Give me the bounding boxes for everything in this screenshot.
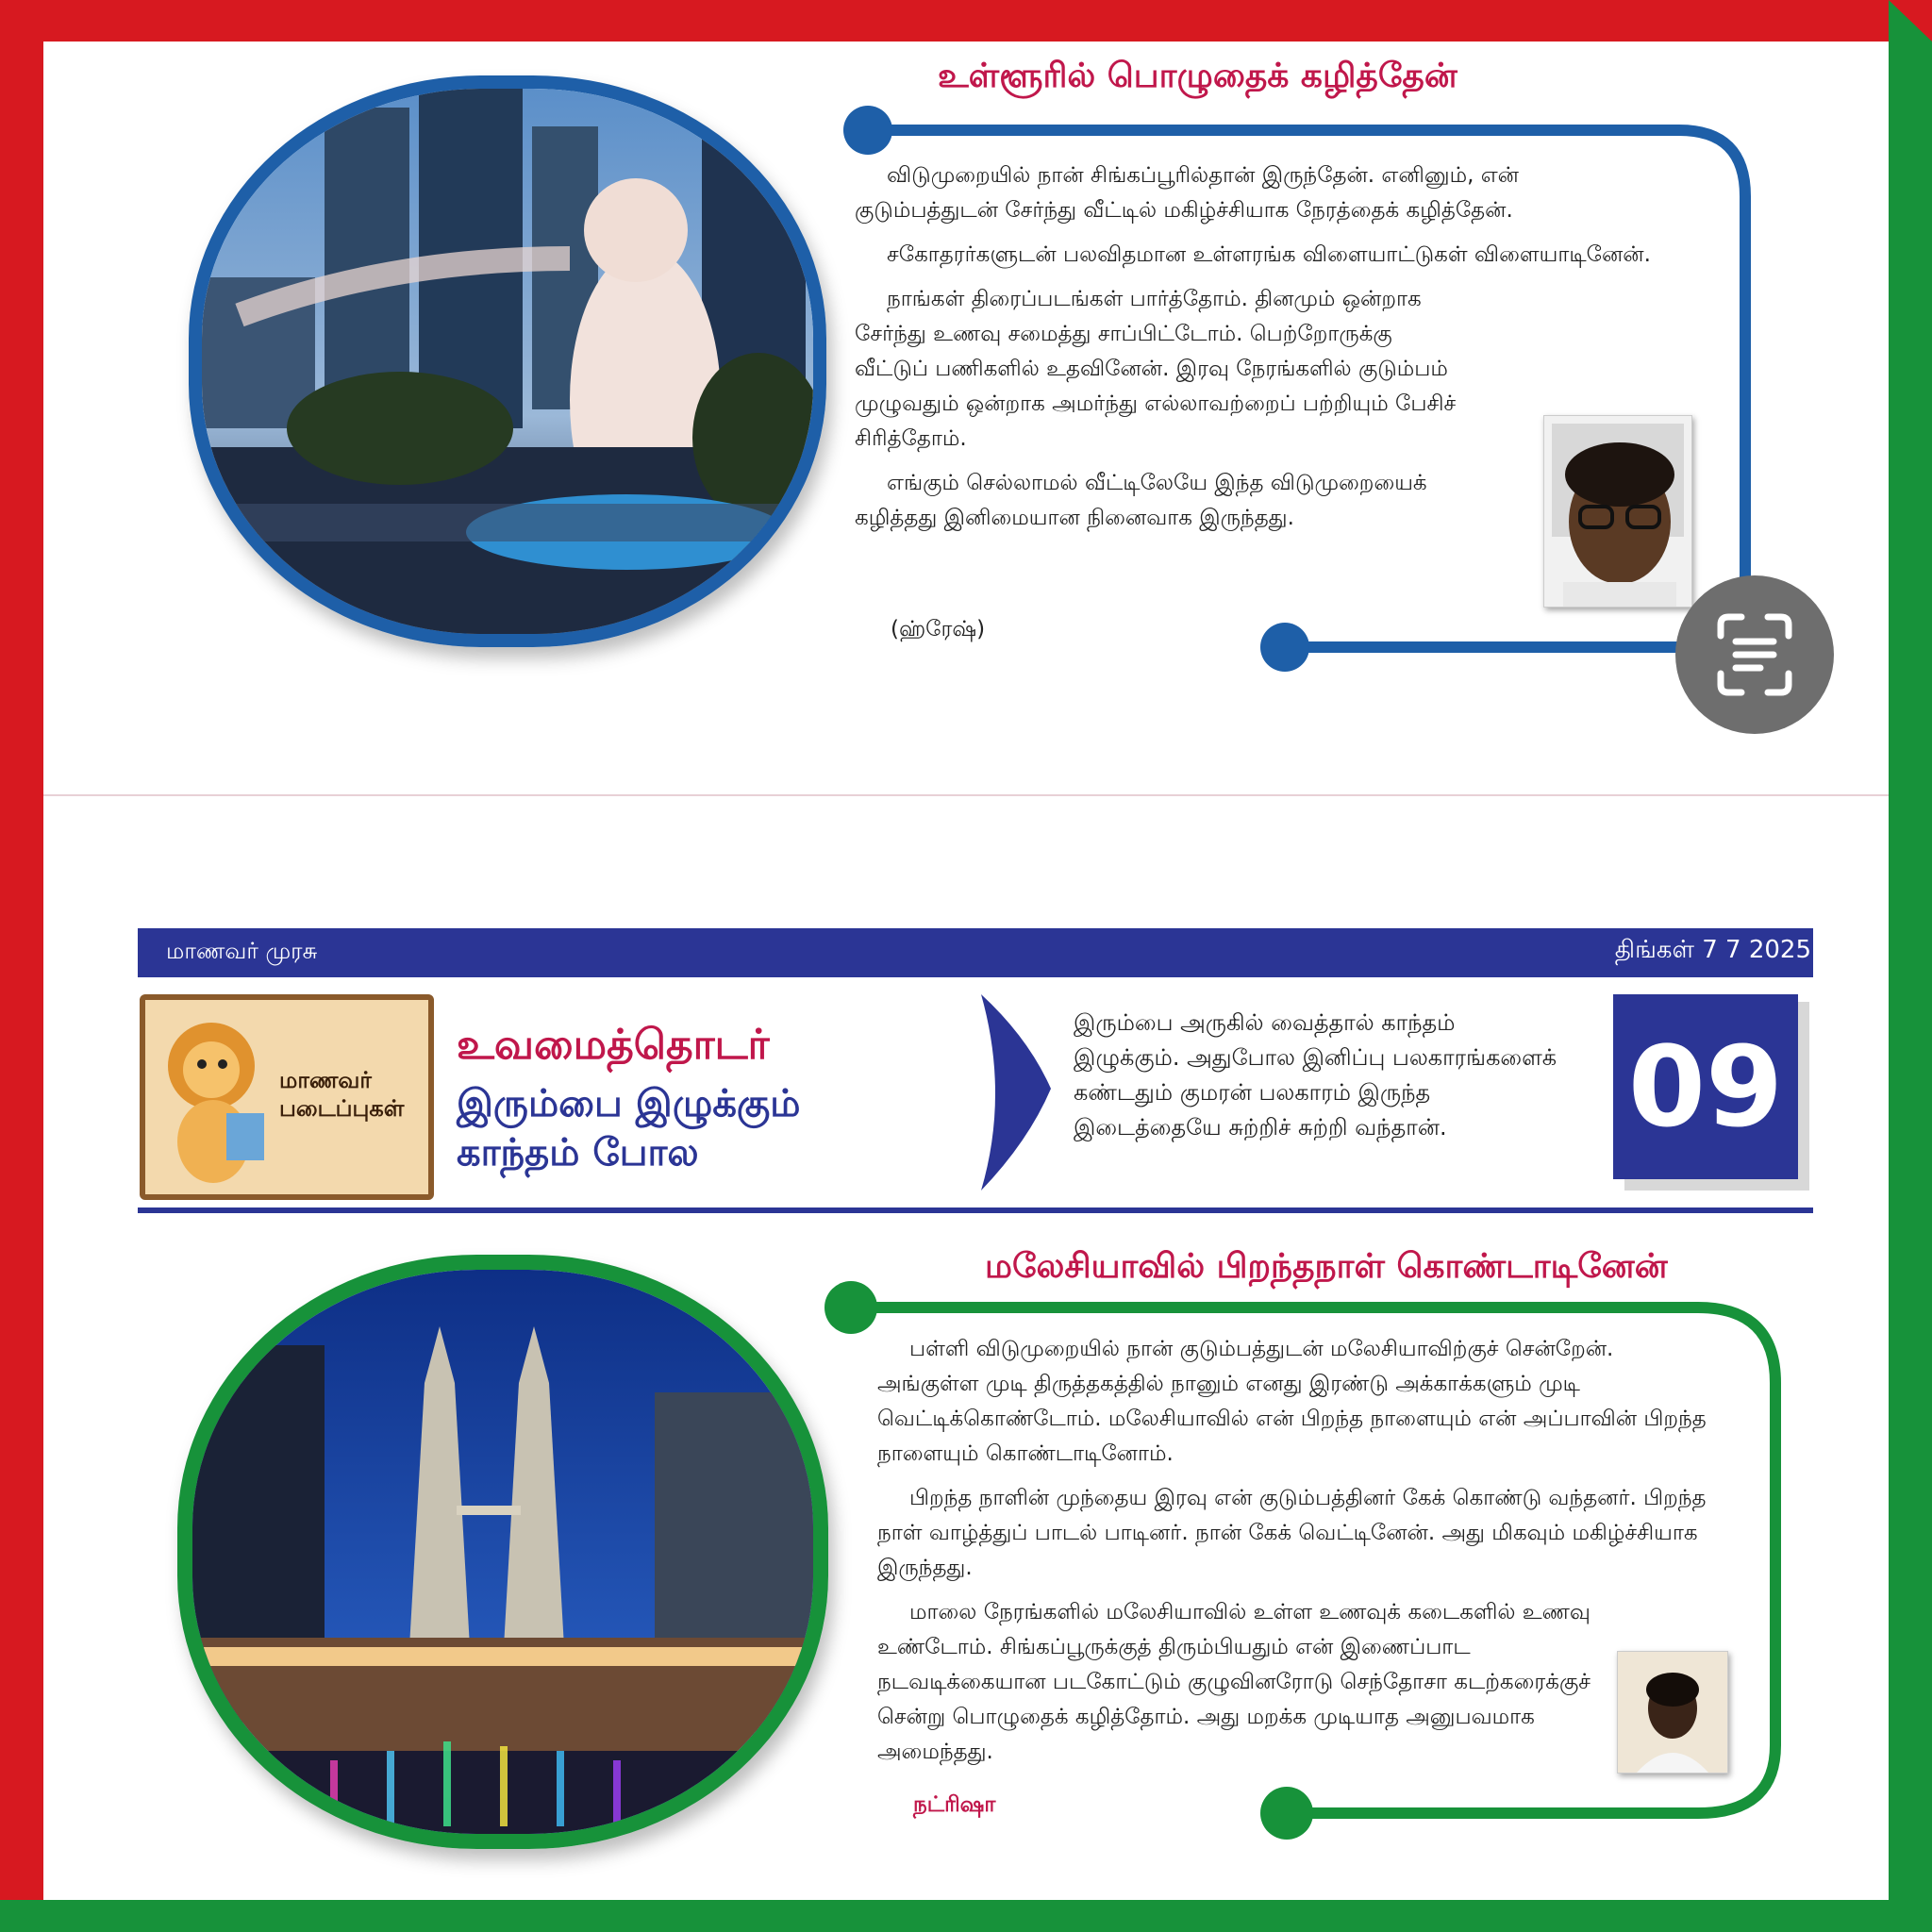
- author-photo: [1617, 1651, 1728, 1774]
- article2-paragraph: பள்ளி விடுமுறையில் நான் குடும்பத்துடன் மலேசியாவிற்குச் சென்றேன். அங்குள்ள முடி திருத்தகத்தில் நானும் எனது இரண்டு அக்காக்களும் முடி வெட்டிக்கொண்டோம். மலேசியாவில் என் பிறந்த நாளையும் என் அப்பாவின் பிறந்த நாளையும் கொண்டாடினோம்.: [877, 1337, 1707, 1466]
- article2-paragraph: மாலை நேரங்களில் மலேசியாவில் உள்ள உணவுக் கடைகளில் உணவு உண்டோம். சிங்கப்பூருக்குத் திரும்பியதும் என் இணைப்பாட நடவடிக்கையான படகோட்டும் குழுவினரோடு செந்தோசா கடற்கரைக்குச் சென்று பொழுதைக் கழித்தோம். அது மறக்க முடியாத அனுபவமாக அமைந்தது.: [877, 1600, 1591, 1764]
- simile-phrase: இரும்பை இழுக்கும் காந்தம் போல: [457, 1082, 801, 1174]
- article1-paragraph: நாங்கள் திரைப்படங்கள் பார்த்தோம். தினமும் ஒன்றாக சேர்ந்து உணவு சமைத்து சாப்பிட்டோம். பெற்றோருக்கு வீட்டுப் பணிகளில் உதவினேன். இரவு நேரங்களில் குடும்பம் முழுவதும் ஒன்றாக அமர்ந்து எல்லாவற்றைப் பற்றியும் பேசிச் சிரித்தோம்.: [855, 287, 1457, 451]
- article2-author: நட்ரிஷா: [913, 1792, 996, 1817]
- newspaper-banner: [138, 928, 1813, 977]
- student-works-logo-text: [279, 1066, 404, 1123]
- text-scan-icon: [1675, 575, 1834, 734]
- simile-description: இரும்பை அருகில் வைத்தால் காந்தம் இழுக்கும். அதுபோல இனிப்பு பலகாரங்களைக் கண்டதும் குமரன் பலகாரம் இருந்த இடைத்தையே சுற்றிச் சுற்றி வந்தான்.: [1074, 1009, 1557, 1141]
- author-photo: [1543, 415, 1692, 608]
- simile-heading: உவமைத்தொடர்: [457, 1021, 770, 1069]
- article1-title: உள்ளூரில் பொழுதைக் கழித்தேன்: [938, 57, 1457, 95]
- merlion-photo: [189, 75, 826, 647]
- article2-title: மலேசியாவில் பிறந்தநாள் கொண்டாடினேன்: [985, 1247, 1668, 1286]
- article2-body: [877, 1332, 1707, 1779]
- article1-author: (ஹ்ரேஷ்): [891, 617, 986, 641]
- banner-underline: [138, 1208, 1813, 1213]
- petronas-towers-photo: [177, 1255, 828, 1849]
- newspaper-name: மாணவர் முரசு: [166, 938, 318, 964]
- text-scan-button[interactable]: [1675, 575, 1834, 734]
- logo-text-line: மாணவர்: [279, 1067, 372, 1093]
- article1-paragraph: எங்கும் செல்லாமல் வீட்டிலேயே இந்த விடுமுறையைக் கழித்தது இனிமையான நினைவாக இருந்தது.: [855, 471, 1427, 530]
- newspaper-date: திங்கள் 7 7 2025: [1614, 936, 1811, 964]
- article1-paragraph: சகோதரர்களுடன் பலவிதமான உள்ளரங்க விளையாட்டுகள் விளையாடினேன்.: [887, 242, 1651, 267]
- page-number: 09: [1613, 994, 1798, 1179]
- article1-paragraph: விடுமுறையில் நான் சிங்கப்பூரில்தான் இருந்தேன். எனினும், என் குடும்பத்துடன் சேர்ந்து வீட்டில் மகிழ்ச்சியாக நேரத்தைக் கழித்தேன்.: [855, 163, 1519, 223]
- logo-text-line: படைப்புகள்: [279, 1095, 405, 1122]
- article2-paragraph: பிறந்த நாளின் முந்தைய இரவு என் குடும்பத்தினர் கேக் கொண்டு வந்தனர். பிறந்த நாள் வாழ்த்துப் பாடல் பாடினர். நான் கேக் வெட்டினேன். அது மிகவும் மகிழ்ச்சியாக இருந்தது.: [877, 1486, 1707, 1580]
